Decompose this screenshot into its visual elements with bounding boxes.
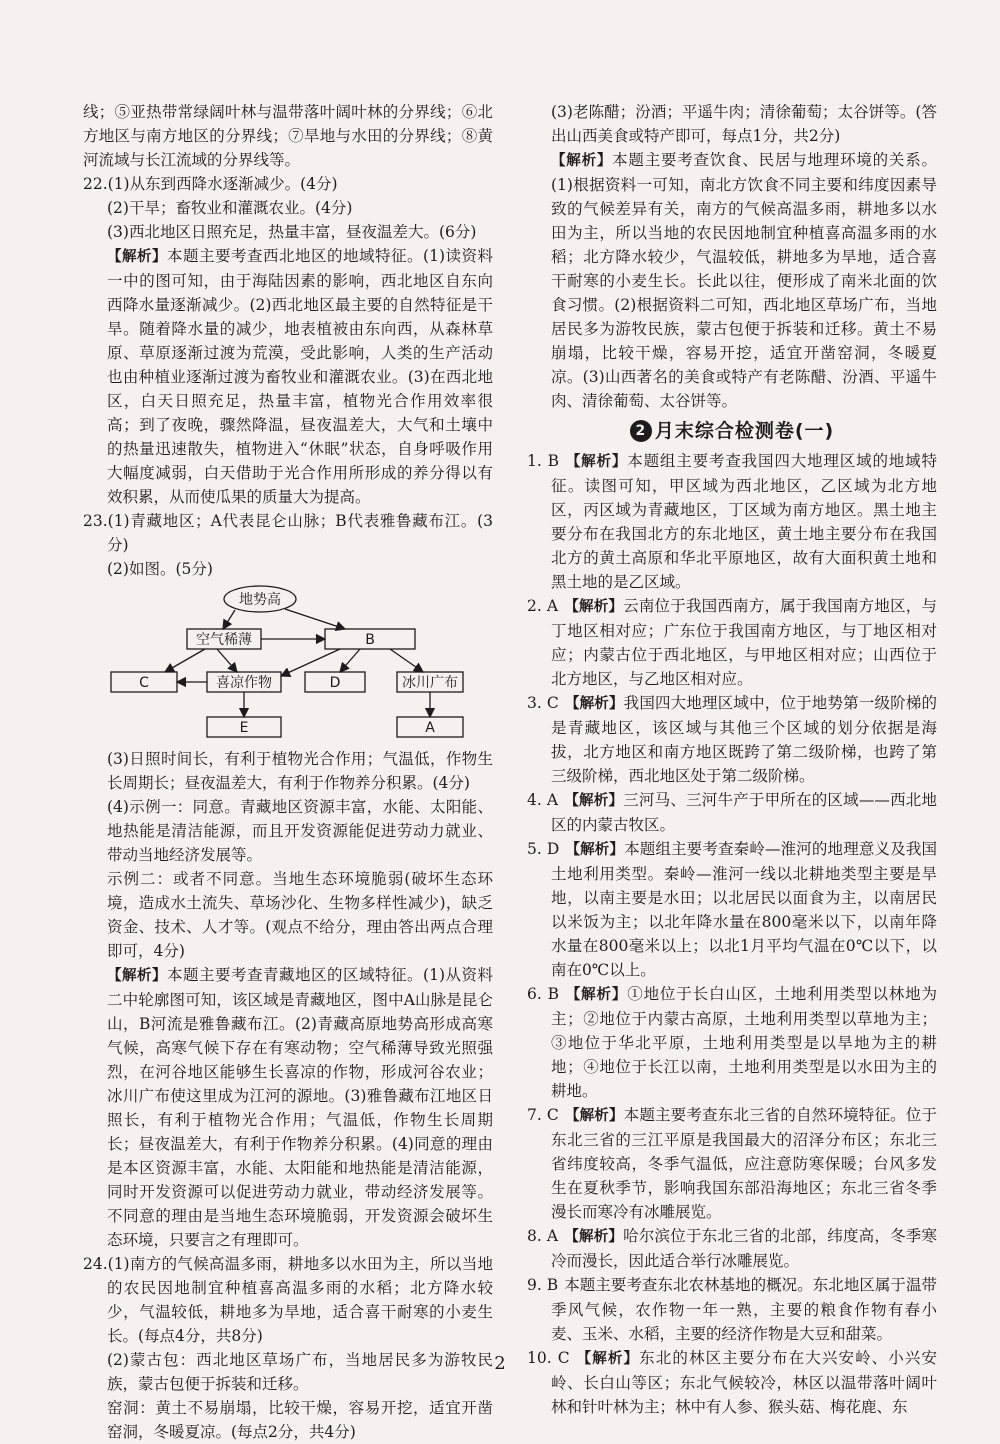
node-n2: B <box>365 632 375 648</box>
analysis-tag: 【解析】 <box>564 987 628 1003</box>
q24-analysis-text: 本题主要考查饮食、民居与地理环境的关系。(1)根据资料一可知，南北方饮食不同主要和纬度因素导致的气候差异有关，南方的气候高温多雨，耕地多以水田为主，所以当地的农民因地制宜种植喜高温多雨的水稻；北方降水较少，气温较低，耕地多为旱地，适合喜干耐寒的小麦生长。长此以往，便形成了南米北面的饮食习惯。(2)根据资料二可知，西北地区草场广布，当地居民多为游牧民族，蒙古包便于拆装和迁移。黄土不易崩塌，比较干燥，容易开挖，适宜开凿窑洞，冬暖夏凉。(3)山西著名的美食或特产有老陈醋、汾酒、平遥牛肉、清徐葡萄、太谷饼等。 <box>551 151 937 410</box>
analysis-tag: 【解析】 <box>564 599 624 615</box>
node-n5: D <box>329 675 341 691</box>
node-top: 地势高 <box>239 592 281 608</box>
answer-item <box>527 1273 937 1346</box>
analysis-tag: 【解析】 <box>551 153 613 169</box>
q22-part1: 22.(1)从东到西降水逐渐减少。(4分) <box>83 175 338 193</box>
q24-part3: (3)老陈醋；汾酒；平遥牛肉；清徐葡萄；太谷饼等。(答出山西美食或特产即可，每点1分，共2分) <box>551 103 937 145</box>
answer-number: 7. C <box>527 1106 559 1124</box>
q24-part1: 24.(1)南方的气候高温多雨，耕地多以水田为主，所以当地的农民因地制宜种植喜高温多雨的水稻；北方降水较少，气温较低，耕地多为旱地，适合喜干耐寒的小麦生长。(每点4分，共8分) <box>83 1255 493 1345</box>
analysis-tag: 【解析】 <box>107 968 168 984</box>
answer-number: 10. C <box>527 1349 570 1367</box>
analysis-tag: 【解析】 <box>107 249 168 265</box>
node-n6: 冰川广布 <box>402 675 458 691</box>
answer-number: 1. B <box>527 452 559 470</box>
right-column <box>527 100 937 1419</box>
q23-analysis-text: 本题主要考查青藏地区的区域特征。(1)从资料二中轮廓图可知，该区域是青藏地区，图中A山脉是昆仑山，B河流是雅鲁藏布江。(2)青藏高原地势高形成高寒气候，高寒气候下存在有寒动物；空气稀薄导致光照强烈，在河谷地区能够生长喜凉的作物，形成河谷农业；冰川广布使这里成为江河的源地。(3)雅鲁藏布江地区日照长，有利于植物光合作用；气温低，作物生长周期长；昼夜温差大，有利于作物养分积累。(4)同意的理由是本区资源丰富，水能、太阳能和地热能是清洁能源，同时开发资源可以促进劳动力就业，带动经济发展等。不同意的理由是当地生态环境脆弱，开发资源会破坏生态环境，只要言之有理即可。 <box>107 966 493 1249</box>
answer-text: 哈尔滨位于东北三省的北部，纬度高，冬季寒冷而漫长，因此适合举行冰雕展览。 <box>551 1227 937 1270</box>
q22-analysis-text: 本题主要考查西北地区的地域特征。(1)读资料一中的图可知，由于海陆因素的影响，西北地区自东向西降水量逐渐减少。(2)西北地区最主要的自然特征是干旱。随着降水量的减少，地表植被由东向西，从森林草原、草原逐渐过渡为荒漠，受此影响，人类的生产活动也由种植业逐渐过渡为畜牧业和灌溉农业。(3)在西北地区，白天日照充足，热量丰富，植物光合作用效率很高；到了夜晚，骤然降温，昼夜温差大，大气和土壤中的热量迅速散失，植物进入“休眠”状态，自身呼吸作用大幅度减弱，白天借助于光合作用所形成的养分得以有效积累，从而使瓜果的质量大为提高。 <box>107 247 493 506</box>
q23-part3: (3)日照时间长，有利于植物光合作用；气温低，作物生长周期长；昼夜温差大，有利于作物养分积累。(4分) <box>107 750 493 792</box>
answer-item <box>527 1224 937 1273</box>
q22-part2: (2)干旱；畜牧业和灌溉农业。(4分) <box>107 199 353 217</box>
terrain-flow-diagram <box>105 585 465 745</box>
answer-item <box>527 449 937 594</box>
answer-text: 云南位于我国西南方，属于我国南方地区，与丁地区相对应；广东位于我国南方地区，与丁地区相对应；内蒙古位于西北地区，与甲地区相对应；山西位于北方地区，与乙地区相对应。 <box>551 597 937 688</box>
node-n7: E <box>239 720 249 736</box>
answer-text: 本题组主要考查秦岭—淮河的地理意义及我国土地利用类型。秦岭—淮河一线以北耕地类型主要是旱地，以南主要是水田；以北居民以面食为主，以南居民以米饭为主；以北年降水量在800毫米以下，以南年降水量在800毫米以上；以北1月平均气温在0℃以下，以南在0℃以上。 <box>551 840 937 979</box>
answer-number: 6. B <box>527 985 559 1003</box>
q23-analysis <box>83 963 493 1252</box>
answer-item <box>527 788 937 837</box>
answer-number: 8. A <box>527 1227 559 1245</box>
analysis-tag: 【解析】 <box>564 1108 624 1124</box>
q24-part2: (2)蒙古包：西北地区草场广布，当地居民多为游牧民族，蒙古包便于拆装和迁移。 <box>107 1351 493 1393</box>
analysis-tag: 【解析】 <box>564 793 624 809</box>
node-n4: 喜凉作物 <box>216 675 272 691</box>
q22-analysis <box>83 244 493 509</box>
q22-part3: (3)西北地区日照充足，热量丰富，昼夜温差大。(6分) <box>107 223 477 241</box>
answer-text: 本题组主要考查我国四大地理区域的地域特征。读图可知，甲区域为西北地区，乙区域为北方地区，丙区域为青藏地区，丁区域为南方地区。黑土地主要分布在我国北方的东北地区，黄土地主要分布在我国北方的黄土高原和华北平原地区，故有大面积黄土地和黑土地的是乙区域。 <box>551 452 938 591</box>
q23-part1: 23.(1)青藏地区；A代表昆仑山脉；B代表雅鲁藏布江。(3分) <box>83 512 493 554</box>
left-column <box>83 100 493 1444</box>
answer-text: 本题主要考查东北三省的自然环境特征。位于东北三省的三江平原是我国最大的沼泽分布区；东北三省纬度较高，冬季气温低，应注意防寒保暖；台风多发生在夏秋季节，影响我国东部沿海地区；东北三省冬季漫长而寒冷有冰雕展览。 <box>551 1106 938 1221</box>
analysis-tag: 【解析】 <box>564 454 628 470</box>
analysis-tag: 【解析】 <box>564 696 624 712</box>
answer-item <box>527 837 937 982</box>
section-heading <box>527 419 937 443</box>
analysis-tag: 【解析】 <box>565 842 625 858</box>
answer-number: 9. B <box>527 1276 559 1294</box>
section-title: 月末综合检测卷(一) <box>654 420 835 442</box>
q23-part4b: 示例二：或者不同意。当地生态环境脆弱(破坏生态环境，造成水土流失、草场沙化、生物多样性减少)，缺乏资金、技术、人才等。(观点不给分，理由答出两点合理即可，4分) <box>107 870 493 960</box>
q24-analysis <box>527 148 937 413</box>
answer-text: 三河马、三河牛产于甲所在的区域——西北地区的内蒙古牧区。 <box>551 791 937 834</box>
node-n8: A <box>425 720 435 736</box>
answer-item <box>527 1103 937 1224</box>
answer-text: 我国四大地理区域中，位于地势第一级阶梯的是青藏地区，该区域与其他三个区域的划分依据是海拔，北方地区和南方地区既跨了第二级阶梯，也跨了第三级阶梯，西北地区处于第二级阶梯。 <box>551 694 938 785</box>
answer-number: 2. A <box>527 597 559 615</box>
analysis-tag: 【解析】 <box>575 1351 640 1367</box>
q23-part4: (4)示例一：同意。青藏地区资源丰富，水能、太阳能、地热能是清洁能源，而且开发资源能促进劳动力就业、带动当地经济发展等。 <box>107 798 493 864</box>
answer-item <box>527 691 937 788</box>
answer-number: 4. A <box>527 791 559 809</box>
answer-list <box>527 449 937 1419</box>
answer-item <box>527 594 937 691</box>
answer-text: 东北的林区主要分布在大兴安岭、小兴安岭、长白山等区；东北气候较冷，林区以温带落叶阔叶林和针叶林为主；林中有人参、猴头菇、梅花鹿、东 <box>551 1349 938 1416</box>
node-n3: C <box>139 675 149 691</box>
answer-number: 5. D <box>527 840 560 858</box>
q24-part2b: 窑洞：黄土不易崩塌，比较干燥，容易开挖，适宜开凿窑洞，冬暖夏凉。(每点2分，共4分) <box>107 1399 493 1441</box>
q23-part2: (2)如图。(5分) <box>107 560 213 578</box>
answer-number: 3. C <box>527 694 559 712</box>
answer-text: 本题主要考查东北农林基地的概况。东北地区属于温带季风气候，农作物一年一熟，主要的粮食作物有春小麦、玉米、水稻，主要的经济作物是大豆和甜菜。 <box>551 1276 937 1343</box>
q21-continuation: 线；⑤亚热带常绿阔叶林与温带落叶阔叶林的分界线；⑥北方地区与南方地区的分界线；⑦旱地与水田的分界线；⑧黄河流域与长江流域的分界线等。 <box>83 103 493 169</box>
page-number: 2 <box>494 1353 506 1374</box>
answer-text: ①地位于长白山区，土地利用类型以林地为主；②地位于内蒙古高原，土地利用类型以草地为主；③地位于华北平原，土地利用类型是以旱地为主的耕地；④地位于长江以南，土地利用类型是以水田为主的耕地。 <box>551 985 938 1100</box>
analysis-tag: 【解析】 <box>564 1229 624 1245</box>
answer-item <box>527 982 937 1103</box>
node-n1: 空气稀薄 <box>196 632 252 648</box>
section-number: 2 <box>630 420 652 442</box>
